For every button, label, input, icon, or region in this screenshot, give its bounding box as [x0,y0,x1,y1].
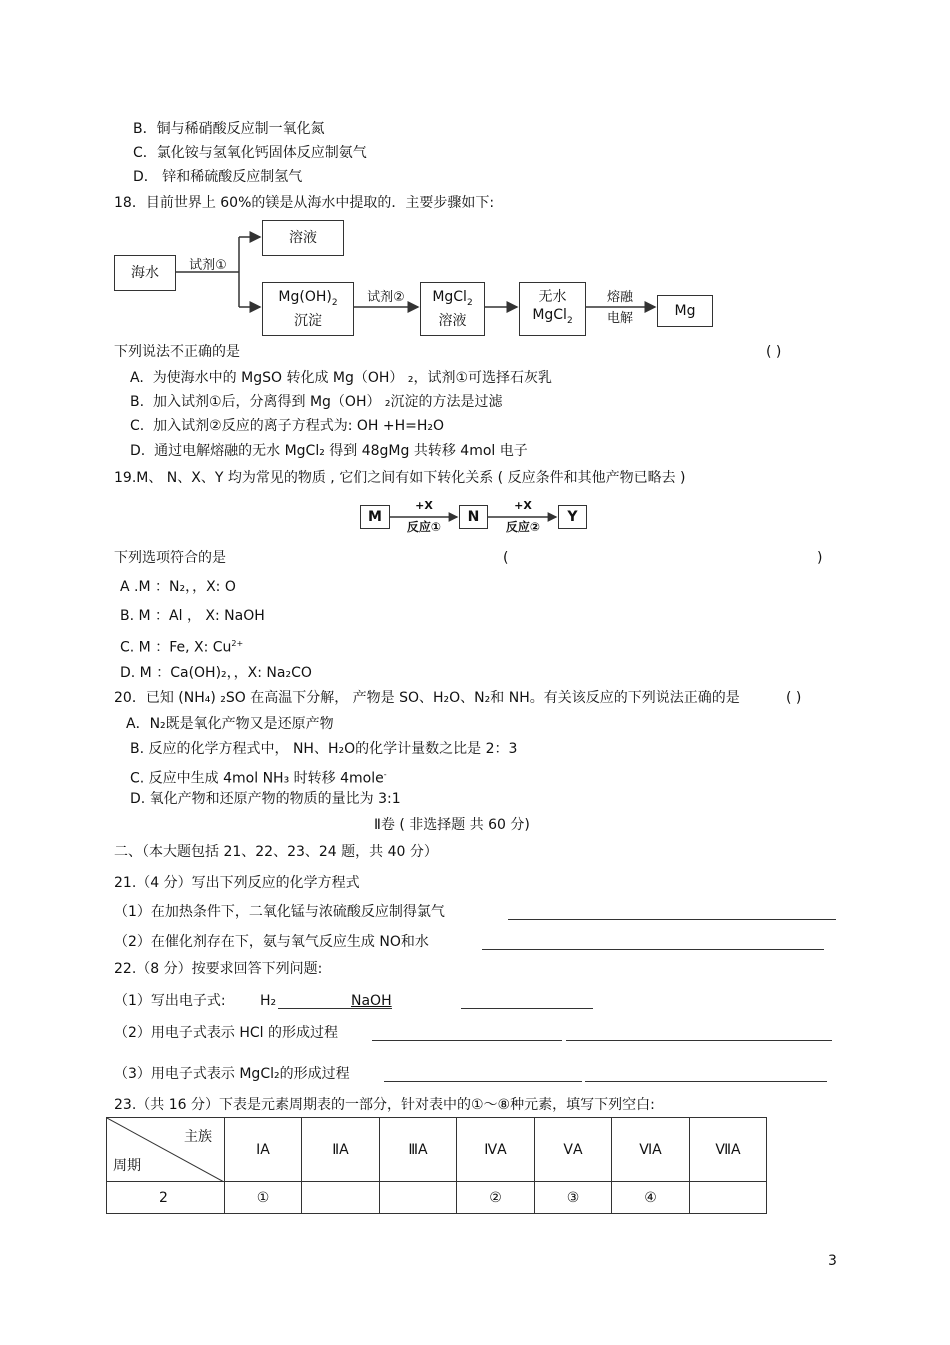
mgoh2-precipitate-box [262,282,354,336]
group-header-viia: ⅦA [690,1118,767,1182]
anhydrous-label: 无水 [538,289,567,306]
q18-stem: 18．目前世界上 60%的镁是从海水中提取的．主要步骤如下: [114,195,495,211]
q22-h2-label: H₂ [260,993,277,1009]
q20-answer-paren: ( ) [786,690,802,706]
q22-mgcl2-answer-line-1[interactable] [384,1067,582,1082]
precipitate-label: 沉淀 [294,312,322,329]
q19-option-a: A .M ：N₂，，X: O [120,579,236,595]
part2-section: 二、（本大题包括 21、22、23、24 题，共 40 分） [114,844,438,860]
seawater-box [114,255,176,291]
q19-option-b: B. M ：Al ， X: NaOH [120,608,265,624]
anhydrous-mgcl2-box [519,282,586,336]
q22-mgcl2-answer-line-2[interactable] [585,1067,827,1082]
header-corner-cell [107,1118,225,1182]
q23-stem: 23.（共 16 分）下表是元素周期表的一部分，针对表中的①～⑧种元素，填写下列空白: [114,1097,655,1113]
q20-option-c: C. 反应中生成 4mol NH₃ 时转移 4mole- [130,770,387,787]
q18-question: 下列说法不正确的是 [114,344,240,360]
q18-option-b: B. 加入试剂①后，分离得到 Mg（OH） ₂沉淀的方法是过滤 [130,394,503,410]
mgoh2-formula: $Mg(OH)_2$ [278,289,338,308]
table-row [107,1182,767,1214]
header-period-label: 周期 [113,1158,141,1174]
element-cell [302,1182,380,1214]
q18-answer-paren: ( ) [766,344,782,360]
q21-item-1: （1）在加热条件下，二氧化锰与浓硫酸反应制得氯气 [114,904,445,920]
mgcl2-solution-label: 溶液 [438,312,467,329]
group-header-ia: ⅠA [225,1118,302,1182]
anhydrous-mgcl2-formula: MgCl$_2$ [532,307,573,326]
q19-option-c: C. M ：Fe, X: $Cu^{2+}$ [120,639,244,656]
group-header-via: ⅥA [612,1118,690,1182]
element-cell [690,1182,767,1214]
header-group-label: 主族 [184,1129,212,1145]
mg-product-box [657,295,713,327]
mg-product-label: Mg [674,303,696,319]
period-cell: 2 [107,1182,225,1214]
q19-stem: 19.M、 N、X、Y 均为常见的物质 , 它们之间有如下转化关系 ( 反应条件和其他产物已略去 ) [114,470,686,486]
q17-option-b: B．铜与稀硝酸反应制一氧化氮 [133,121,325,137]
plus-x-1: +X [415,499,433,512]
q22-item-2: （2）用电子式表示 HCl 的形成过程 [114,1025,338,1041]
reaction-2-label: 反应② [505,520,541,534]
q17-option-c: C．氯化铵与氢氧化钙固体反应制氨气 [133,145,367,161]
element-cell [380,1182,457,1214]
q20-option-a: A．N₂既是氧化产物又是还原产物 [126,716,334,732]
element-cell: ② [457,1182,535,1214]
molten-label: 熔融 [606,290,633,305]
q19-diagram [360,500,590,536]
q20-stem: 20．已知 (NH₄) ₂SO 在高温下分解， 产物是 SO、H₂O、N₂和 NH。有关该反应的下列说法正确的是 [114,690,740,706]
q18-option-c: C. 加入试剂②反应的离子方程式为: OH +H=H₂O [130,418,445,434]
periodic-table-header-row [107,1118,767,1182]
page-number: 3 [828,1253,837,1269]
group-header-iia: ⅡA [302,1118,380,1182]
q22-naoh-answer-line[interactable] [461,994,593,1009]
group-header-iva: ⅣA [457,1118,535,1182]
q22-item-1-label: （1）写出电子式: [114,993,226,1009]
part2-title: Ⅱ卷 ( 非选择题 共 60 分) [374,817,530,833]
solution-box [262,220,344,256]
q17-option-d: D． 锌和稀硫酸反应制氢气 [133,169,303,185]
q22-stem: 22.（8 分）按要求回答下列问题: [114,961,323,977]
q19-paren-left: ( [503,550,509,566]
q22-hcl-answer-line-2[interactable] [566,1026,832,1041]
q21-item-2: （2）在催化剂存在下，氨与氧气反应生成 NO和水 [114,934,429,950]
q18-option-d: D. 通过电解熔融的无水 MgCl₂ 得到 48gMg 共转移 4mol 电子 [130,443,528,459]
element-cell: ③ [535,1182,612,1214]
group-header-va: ⅤA [535,1118,612,1182]
q22-hcl-answer-line-1[interactable] [372,1026,562,1041]
m-box: M [360,505,390,529]
n-box: N [459,505,488,529]
q19-question: 下列选项符合的是 [114,550,226,566]
q18-option-a: A. 为使海水中的 MgSO 转化成 Mg（OH） ₂，试剂①可选择石灰乳 [130,370,553,386]
q20-option-b: B. 反应的化学方程式中， NH、H₂O的化学计量数之比是 2：3 [130,741,518,757]
element-cell: ④ [612,1182,690,1214]
plus-x-2: +X [514,499,532,512]
q20-option-d: D. 氧化产物和还原产物的物质的量比为 3:1 [130,791,401,807]
q22-naoh-label: NaOH [351,993,392,1009]
seawater-label: 海水 [131,265,159,281]
q21-answer-line-2[interactable] [482,935,824,950]
q21-answer-line-1[interactable] [508,905,836,920]
reagent2-label: 试剂② [367,290,405,305]
solution-label: 溶液 [289,230,317,246]
mgcl2-formula: MgCl$_2$ [432,289,473,308]
q19-option-d: D. M ：Ca(OH)₂，，X: Na₂CO [120,665,312,681]
reaction-1-label: 反应① [406,520,442,534]
electrolysis-label: 电解 [606,311,633,326]
mgcl2-solution-box [420,282,485,336]
element-cell: ① [225,1182,302,1214]
periodic-table [106,1117,767,1214]
q18-flow-diagram [110,212,715,342]
q21-stem: 21.（4 分）写出下列反应的化学方程式 [114,875,360,891]
group-header-iiia: ⅢA [380,1118,457,1182]
q19-paren-right: ) [817,550,823,566]
reagent1-label: 试剂① [189,258,227,273]
y-box: Y [558,505,587,529]
q22-item-3: （3）用电子式表示 MgCl₂的形成过程 [114,1066,350,1082]
